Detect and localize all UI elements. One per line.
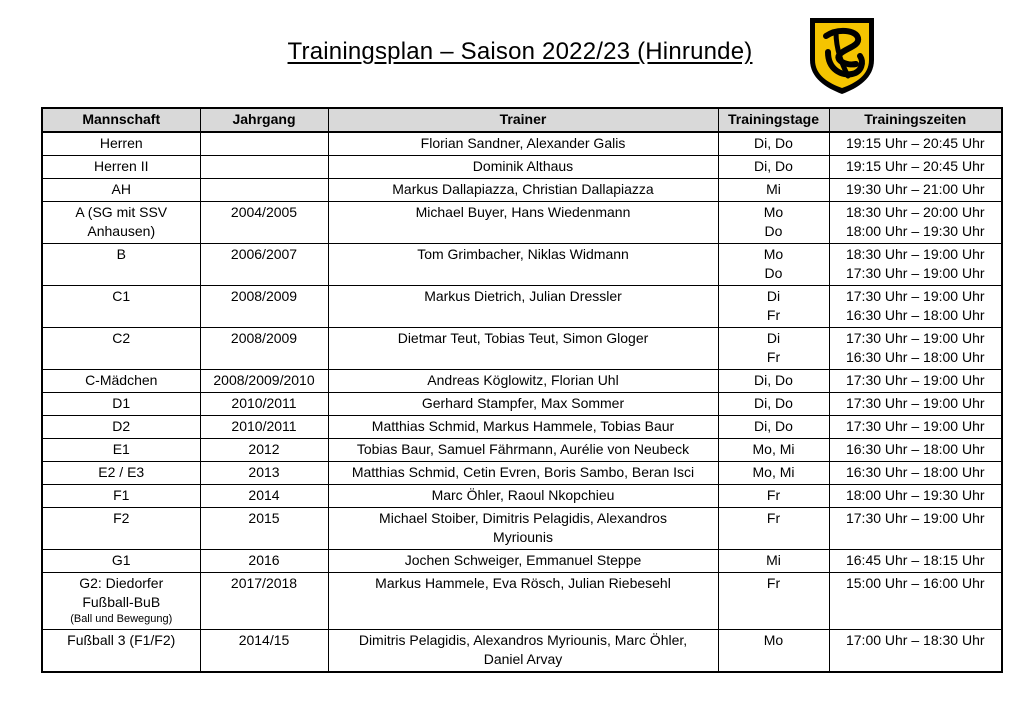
team-cell <box>42 393 200 416</box>
times-cell <box>829 156 1002 179</box>
days-cell <box>718 286 829 328</box>
days-line: Do <box>764 265 783 281</box>
team-cell <box>42 244 200 286</box>
times-line: 18:30 Uhr – 20:00 Uhr <box>845 204 985 220</box>
trainer-cell <box>328 328 718 370</box>
team-line: G2: Diedorfer <box>79 575 164 591</box>
team-cell <box>42 573 200 630</box>
days-line: Do <box>764 223 783 239</box>
trainer-line: Michael Buyer, Hans Wiedenmann <box>415 204 631 220</box>
table-row <box>42 485 1002 508</box>
club-crest-logo <box>806 14 878 96</box>
table-row <box>42 156 1002 179</box>
year-cell: 2010/2011 <box>200 393 328 416</box>
trainer-line: Tom Grimbacher, Niklas Widmann <box>417 246 629 262</box>
trainer-line: Dimitris Pelagidis, Alexandros Myriounis, Marc Öhler, <box>358 632 688 648</box>
team-note: (Ball und Bewegung) <box>70 613 173 625</box>
times-cell <box>829 630 1002 673</box>
column-header-trainer: Trainer <box>328 108 718 132</box>
trainer-cell <box>328 630 718 673</box>
year-cell: 2015 <box>200 508 328 550</box>
times-line: 17:30 Uhr – 19:00 Uhr <box>845 395 985 411</box>
table-row <box>42 370 1002 393</box>
trainer-cell <box>328 573 718 630</box>
trainer-cell <box>328 485 718 508</box>
times-cell <box>829 462 1002 485</box>
year-cell: 2014/15 <box>200 630 328 673</box>
times-cell <box>829 202 1002 244</box>
trainer-line: Dominik Althaus <box>472 158 574 174</box>
team-line: A (SG mit SSV <box>75 204 168 220</box>
year-cell: 2016 <box>200 550 328 573</box>
days-line: Mo, Mi <box>752 441 795 457</box>
times-line: 19:30 Uhr – 21:00 Uhr <box>845 181 985 197</box>
times-line: 16:30 Uhr – 18:00 Uhr <box>845 464 985 480</box>
times-line: 18:00 Uhr – 19:30 Uhr <box>845 223 985 239</box>
times-cell <box>829 508 1002 550</box>
team-cell <box>42 328 200 370</box>
table-body <box>42 132 1002 672</box>
year-cell: 2014 <box>200 485 328 508</box>
days-cell <box>718 573 829 630</box>
days-line: Di, Do <box>754 158 793 174</box>
team-line: Herren <box>99 135 143 151</box>
trainer-line: Florian Sandner, Alexander Galis <box>420 135 626 151</box>
trainer-cell <box>328 132 718 156</box>
days-line: Di, Do <box>754 135 793 151</box>
year-cell: 2004/2005 <box>200 202 328 244</box>
trainer-line: Andreas Köglowitz, Florian Uhl <box>427 372 619 388</box>
trainer-cell <box>328 156 718 179</box>
times-cell <box>829 550 1002 573</box>
days-cell <box>718 416 829 439</box>
trainer-cell <box>328 370 718 393</box>
times-cell <box>829 370 1002 393</box>
year-cell: 2008/2009 <box>200 328 328 370</box>
times-line: 18:30 Uhr – 19:00 Uhr <box>845 246 985 262</box>
days-line: Mo <box>763 204 784 220</box>
times-line: 15:00 Uhr – 16:00 Uhr <box>845 575 985 591</box>
team-cell <box>42 550 200 573</box>
team-line: Fußball 3 (F1/F2) <box>67 632 176 648</box>
times-cell <box>829 244 1002 286</box>
team-cell <box>42 508 200 550</box>
days-line: Mi <box>766 552 781 568</box>
days-cell <box>718 132 829 156</box>
days-line: Di, Do <box>754 395 793 411</box>
team-line: D1 <box>112 395 131 411</box>
column-header-times: Trainingszeiten <box>829 108 1002 132</box>
team-cell <box>42 132 200 156</box>
trainer-line: Daniel Arvay <box>483 651 563 667</box>
team-cell <box>42 462 200 485</box>
year-cell: 2006/2007 <box>200 244 328 286</box>
trainer-line: Jochen Schweiger, Emmanuel Steppe <box>404 552 642 568</box>
table-row <box>42 630 1002 673</box>
times-line: 16:30 Uhr – 18:00 Uhr <box>845 307 985 323</box>
trainer-line: Michael Stoiber, Dimitris Pelagidis, Alexandros <box>379 510 667 526</box>
times-cell <box>829 485 1002 508</box>
times-line: 17:30 Uhr – 19:00 Uhr <box>845 372 985 388</box>
times-cell <box>829 393 1002 416</box>
team-line: F1 <box>113 487 130 503</box>
trainer-cell <box>328 439 718 462</box>
column-header-team: Mannschaft <box>42 108 200 132</box>
days-cell <box>718 179 829 202</box>
team-line: C-Mädchen <box>85 372 158 388</box>
trainer-line: Gerhard Stampfer, Max Sommer <box>421 395 625 411</box>
days-line: Mo, Mi <box>752 464 795 480</box>
table-row <box>42 328 1002 370</box>
trainer-line: Markus Dietrich, Julian Dressler <box>424 288 622 304</box>
days-cell <box>718 328 829 370</box>
days-line: Di <box>766 288 781 304</box>
table-row <box>42 550 1002 573</box>
days-line: Fr <box>766 349 781 365</box>
page-title: Trainingsplan – Saison 2022/23 (Hinrunde) <box>287 38 753 65</box>
team-cell <box>42 416 200 439</box>
times-line: 17:00 Uhr – 18:30 Uhr <box>845 632 985 648</box>
team-cell <box>42 370 200 393</box>
days-cell <box>718 630 829 673</box>
column-header-year: Jahrgang <box>200 108 328 132</box>
days-cell <box>718 550 829 573</box>
trainer-cell <box>328 244 718 286</box>
days-cell <box>718 156 829 179</box>
trainer-line: Matthias Schmid, Markus Hammele, Tobias Baur <box>371 418 675 434</box>
trainer-line: Dietmar Teut, Tobias Teut, Simon Gloger <box>397 330 649 346</box>
table-row <box>42 132 1002 156</box>
times-line: 17:30 Uhr – 19:00 Uhr <box>845 330 985 346</box>
table-row <box>42 286 1002 328</box>
table-row <box>42 508 1002 550</box>
year-cell: 2017/2018 <box>200 573 328 630</box>
year-cell: 2012 <box>200 439 328 462</box>
team-cell <box>42 179 200 202</box>
days-cell <box>718 370 829 393</box>
training-schedule-table <box>41 107 1003 673</box>
times-cell <box>829 328 1002 370</box>
team-line: Herren II <box>94 158 149 174</box>
column-header-days: Trainingstage <box>718 108 829 132</box>
days-cell <box>718 202 829 244</box>
team-line: E2 / E3 <box>98 464 145 480</box>
times-line: 17:30 Uhr – 19:00 Uhr <box>845 288 985 304</box>
year-cell: 2008/2009/2010 <box>200 370 328 393</box>
table-row <box>42 573 1002 630</box>
year-cell: 2008/2009 <box>200 286 328 328</box>
table-row <box>42 244 1002 286</box>
year-cell <box>200 156 328 179</box>
table-row <box>42 416 1002 439</box>
times-line: 17:30 Uhr – 19:00 Uhr <box>845 418 985 434</box>
team-line: E1 <box>112 441 130 457</box>
days-cell <box>718 439 829 462</box>
days-cell <box>718 244 829 286</box>
days-line: Mo <box>763 632 784 648</box>
times-cell <box>829 132 1002 156</box>
team-cell <box>42 156 200 179</box>
times-line: 18:00 Uhr – 19:30 Uhr <box>845 487 985 503</box>
team-cell <box>42 485 200 508</box>
team-cell <box>42 286 200 328</box>
team-cell <box>42 202 200 244</box>
team-line: C1 <box>112 288 131 304</box>
trainer-cell <box>328 179 718 202</box>
team-line: B <box>116 246 126 262</box>
team-line: D2 <box>112 418 131 434</box>
times-line: 19:15 Uhr – 20:45 Uhr <box>845 158 985 174</box>
trainer-line: Marc Öhler, Raoul Nkopchieu <box>431 487 615 503</box>
table-row <box>42 202 1002 244</box>
trainer-cell <box>328 462 718 485</box>
team-line: F2 <box>113 510 130 526</box>
team-line: AH <box>111 181 131 197</box>
year-cell <box>200 179 328 202</box>
days-line: Fr <box>766 487 781 503</box>
days-line: Fr <box>766 575 781 591</box>
times-cell <box>829 286 1002 328</box>
days-line: Mo <box>763 246 784 262</box>
trainer-cell <box>328 508 718 550</box>
table-row <box>42 462 1002 485</box>
table-row <box>42 439 1002 462</box>
team-line: C2 <box>112 330 131 346</box>
days-line: Mi <box>766 181 781 197</box>
trainer-cell <box>328 550 718 573</box>
times-line: 17:30 Uhr – 19:00 Uhr <box>845 265 985 281</box>
trainer-line: Markus Dallapiazza, Christian Dallapiazza <box>392 181 654 197</box>
trainer-cell <box>328 286 718 328</box>
trainer-line: Matthias Schmid, Cetin Evren, Boris Sambo, Beran Isci <box>351 464 695 480</box>
times-cell <box>829 179 1002 202</box>
trainer-line: Markus Hammele, Eva Rösch, Julian Riebesehl <box>375 575 671 591</box>
days-line: Fr <box>766 307 781 323</box>
days-line: Di, Do <box>754 372 793 388</box>
team-cell <box>42 630 200 673</box>
days-line: Di <box>766 330 781 346</box>
times-cell <box>829 416 1002 439</box>
team-line: G1 <box>111 552 131 568</box>
team-line: Fußball-BuB <box>82 594 161 610</box>
times-line: 16:45 Uhr – 18:15 Uhr <box>845 552 985 568</box>
team-cell <box>42 439 200 462</box>
times-line: 17:30 Uhr – 19:00 Uhr <box>845 510 985 526</box>
table-row <box>42 179 1002 202</box>
trainer-line: Tobias Baur, Samuel Fährmann, Aurélie von Neubeck <box>356 441 690 457</box>
days-line: Di, Do <box>754 418 793 434</box>
times-cell <box>829 573 1002 630</box>
trainer-line: Myriounis <box>493 529 553 545</box>
table-row <box>42 393 1002 416</box>
trainer-cell <box>328 393 718 416</box>
days-cell <box>718 462 829 485</box>
days-cell <box>718 393 829 416</box>
year-cell: 2010/2011 <box>200 416 328 439</box>
times-cell <box>829 439 1002 462</box>
trainer-cell <box>328 416 718 439</box>
trainer-cell <box>328 202 718 244</box>
times-line: 16:30 Uhr – 18:00 Uhr <box>845 441 985 457</box>
days-cell <box>718 485 829 508</box>
table-header-row <box>42 108 1002 132</box>
team-line: Anhausen) <box>87 223 156 239</box>
days-line: Fr <box>766 510 781 526</box>
times-line: 16:30 Uhr – 18:00 Uhr <box>845 349 985 365</box>
days-cell <box>718 508 829 550</box>
year-cell <box>200 132 328 156</box>
year-cell: 2013 <box>200 462 328 485</box>
times-line: 19:15 Uhr – 20:45 Uhr <box>845 135 985 151</box>
